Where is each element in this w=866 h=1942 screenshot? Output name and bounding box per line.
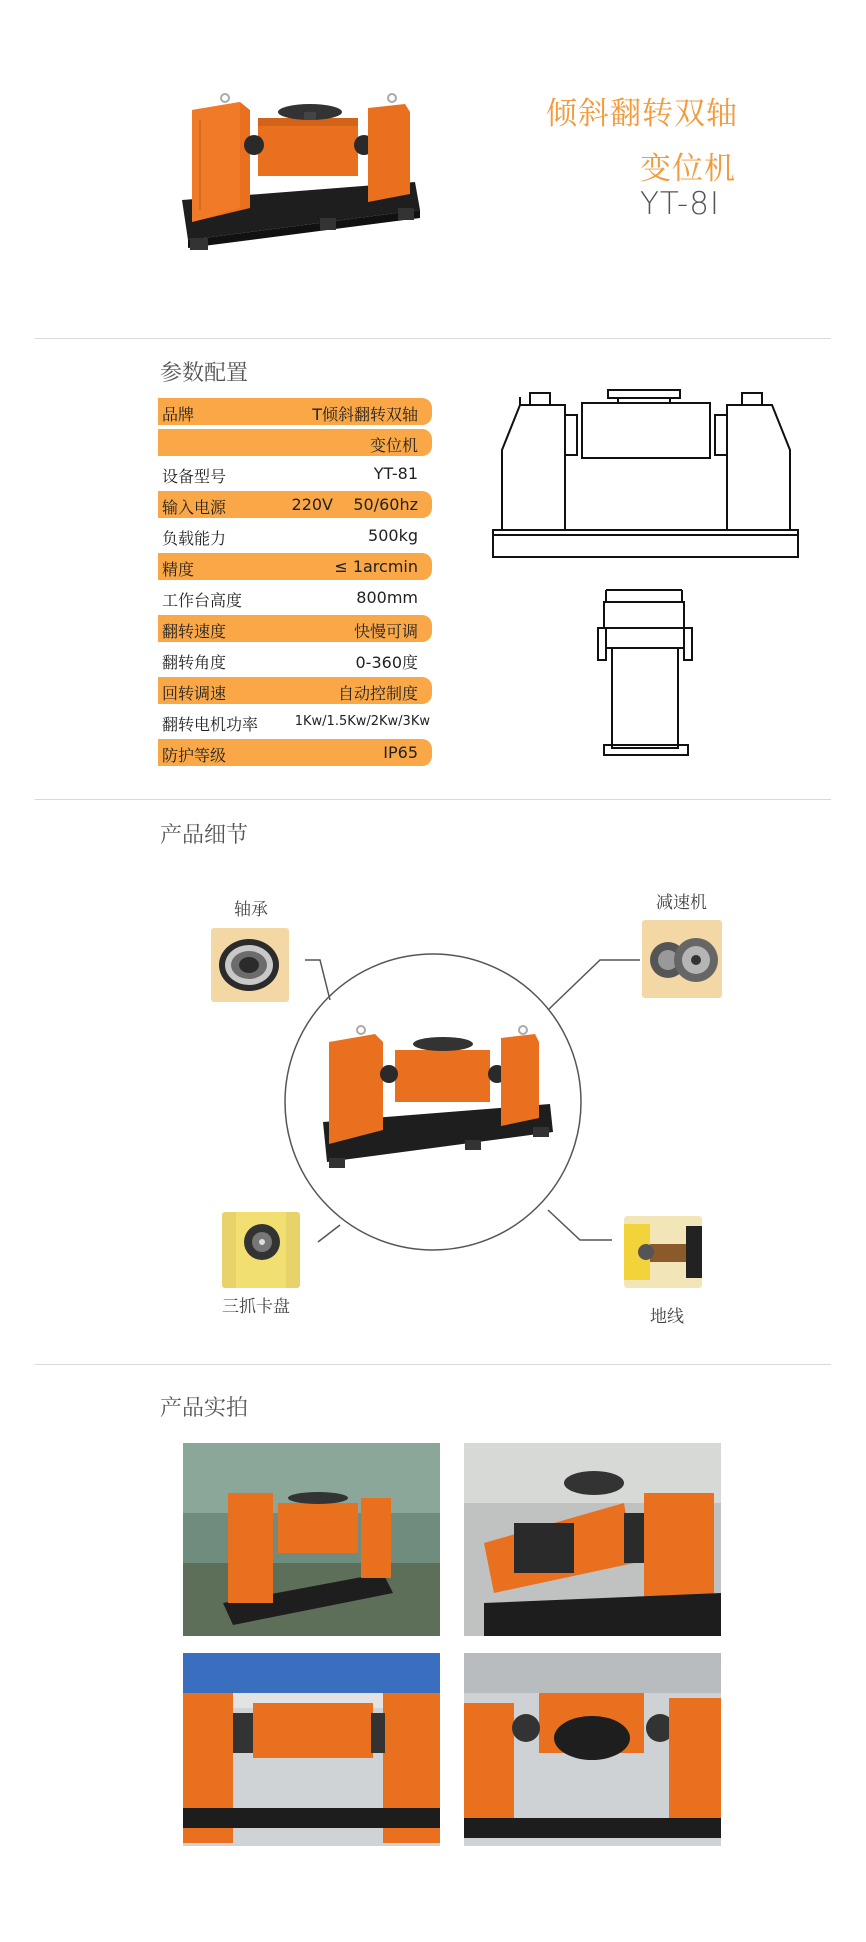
spec-value: 800mm [356,588,418,607]
spec-row [158,398,432,425]
spec-key: 翻转角度 [162,653,227,672]
spec-row [158,460,432,487]
reducer-label: 减速机 [656,893,707,913]
front-view-drawing [490,385,802,560]
spec-row [158,615,432,642]
spec-row [158,553,432,580]
specs-section-title: 参数配置 [160,361,249,386]
spec-row [158,429,432,456]
spec-row [158,522,432,549]
divider [35,338,831,339]
product-photo-2 [464,1443,721,1636]
spec-row [158,584,432,611]
spec-row [158,677,432,704]
divider [35,1364,831,1365]
spec-value: 220V 50/60hz [291,495,418,514]
spec-row [158,491,432,518]
bearing-label: 轴承 [234,900,268,920]
divider [35,799,831,800]
spec-key: 负载能力 [162,529,227,548]
spec-key: 品牌 [162,405,195,424]
spec-value: IP65 [383,743,418,762]
spec-value: 快慢可调 [353,622,418,641]
spec-key: 精度 [162,560,195,579]
spec-key: 翻转电机功率 [162,715,259,734]
product-model: YT-8I [640,186,721,222]
spec-value: 500kg [368,526,418,545]
bearing-thumbnail [211,928,289,1002]
chuck-thumbnail [222,1212,300,1288]
chuck-label: 三抓卡盘 [222,1297,290,1317]
ground-thumbnail [624,1216,702,1288]
spec-key: 工作台高度 [162,591,243,610]
spec-value: YT-81 [373,464,418,483]
product-title-line1: 倾斜翻转双轴 [546,96,738,132]
spec-value: 变位机 [369,436,418,455]
ground-label: 地线 [650,1307,684,1327]
details-section-title: 产品细节 [160,823,249,848]
product-photo-1 [183,1443,440,1636]
spec-key: 防护等级 [162,746,227,765]
spec-key: 回转调速 [162,684,227,703]
reducer-thumbnail [642,920,722,998]
hero-product-image [170,90,430,270]
side-view-drawing [594,580,698,758]
spec-value: 1Kw/1.5Kw/2Kw/3Kw [294,714,430,729]
spec-value: T倾斜翻转双轴 [312,405,418,424]
spec-value: 自动控制度 [337,684,418,703]
spec-row [158,646,432,673]
product-title-line2: 变位机 [640,151,736,187]
spec-value: 0-360度 [355,653,418,672]
product-photo-4 [464,1653,721,1846]
spec-key: 输入电源 [162,498,227,517]
photos-section-title: 产品实拍 [160,1396,249,1421]
spec-key: 翻转速度 [162,622,227,641]
spec-row [158,739,432,766]
detail-main-image [315,1022,555,1192]
spec-row [158,708,432,735]
spec-key: 设备型号 [162,467,227,486]
spec-value: ≤ 1arcmin [334,557,418,576]
product-photo-3 [183,1653,440,1846]
